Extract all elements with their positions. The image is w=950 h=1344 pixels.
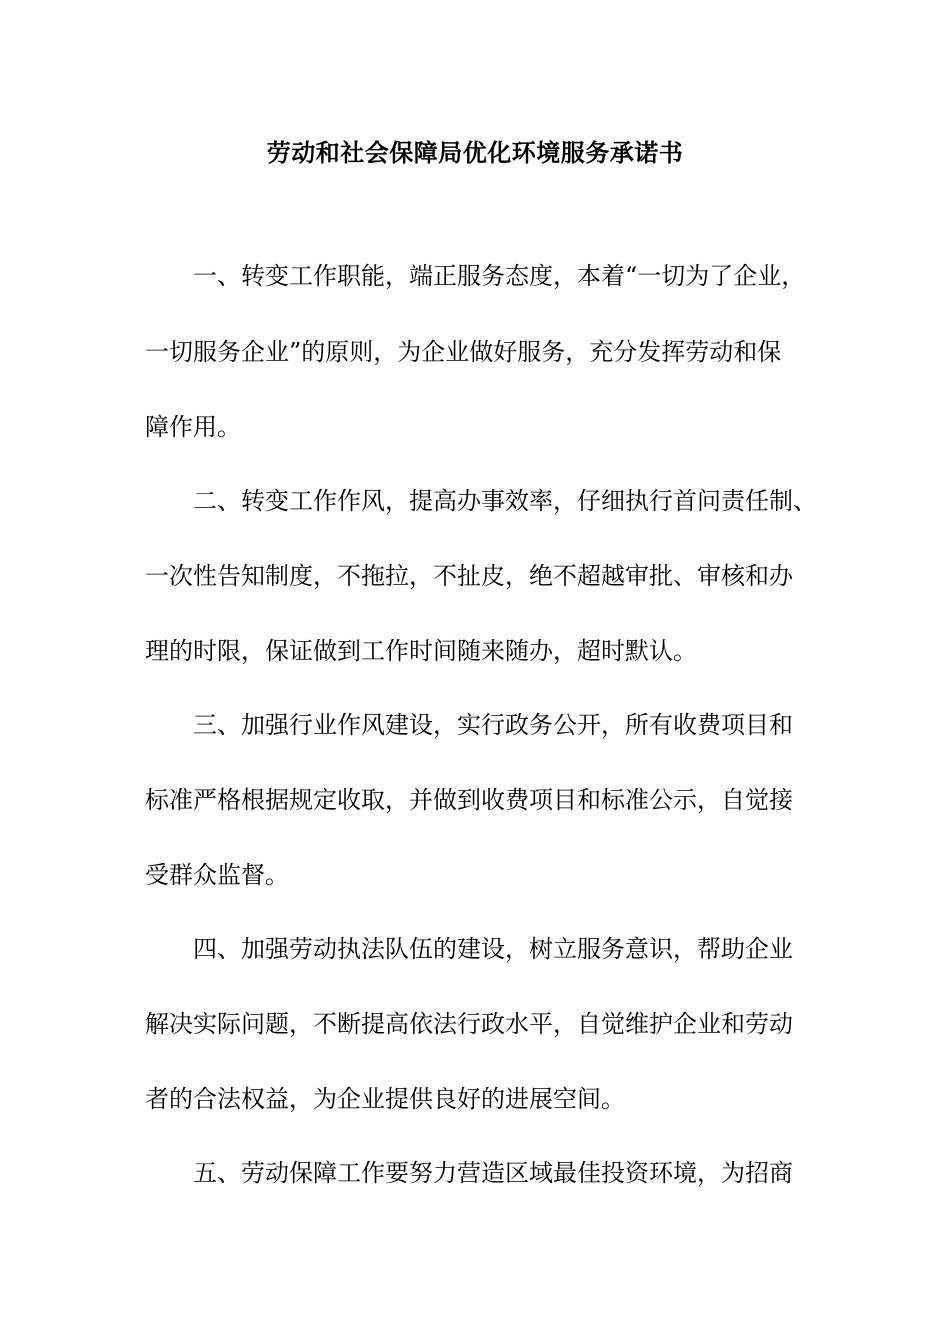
document-title: 劳动和社会保障局优化环境服务承诺书 [266, 138, 684, 167]
paragraph-2-line-3: 理的时限，保证做到工作时间随来随办，超时默认。 [145, 637, 697, 665]
paragraph-3-line-1: 三、加强行业作风建设，实行政务公开，所有收费项目和 [193, 711, 793, 739]
paragraph-4-line-1: 四、加强劳动执法队伍的建设，树立服务意识，帮助企业 [193, 935, 793, 963]
paragraph-2-line-1: 二、转变工作作风，提高办事效率，仔细执行首问责任制、 [193, 487, 817, 515]
paragraph-1-line-1: 一、转变工作职能，端正服务态度，本着“一切为了企业， [193, 262, 806, 290]
paragraph-3-line-3: 受群众监督。 [145, 861, 289, 889]
paragraph-3-line-2: 标准严格根据规定收取，并做到收费项目和标准公示，自觉接 [145, 786, 793, 814]
paragraph-2-line-2: 一次性告知制度，不拖拉，不扯皮，绝不超越审批、审核和办 [145, 562, 793, 590]
paragraph-4-line-2: 解决实际问题，不断提高依法行政水平，自觉维护企业和劳动 [145, 1010, 793, 1038]
paragraph-4-line-3: 者的合法权益，为企业提供良好的进展空间。 [145, 1085, 625, 1113]
paragraph-5-line-1: 五、劳动保障工作要努力营造区域最佳投资环境，为招商 [193, 1159, 793, 1187]
paragraph-1-line-2: 一切服务企业”的原则，为企业做好服务，充分发挥劳动和保 [145, 338, 782, 366]
paragraph-1-line-3: 障作用。 [145, 413, 241, 441]
